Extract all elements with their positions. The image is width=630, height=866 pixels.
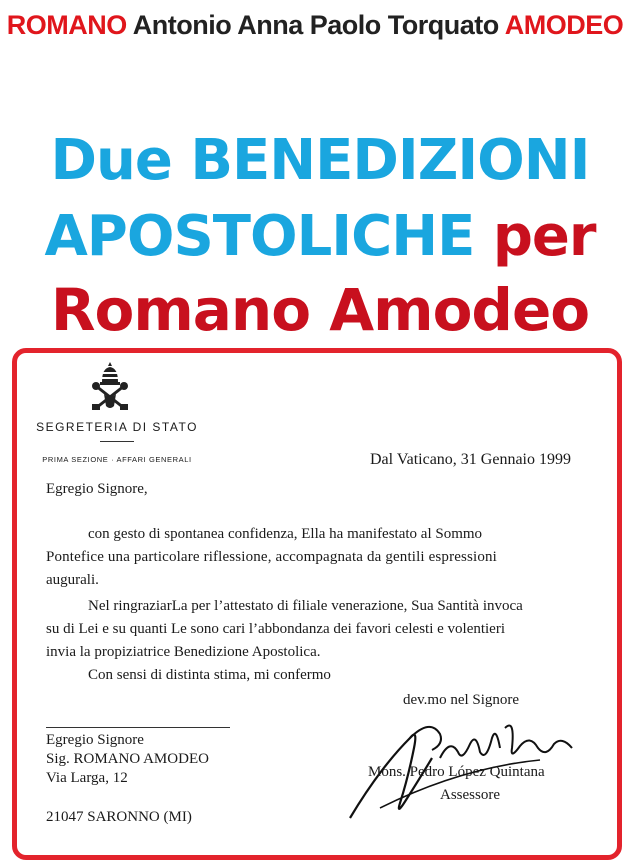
recipient-line1: Egregio Signore [46,732,144,748]
signer-title: Assessore [440,787,500,803]
recipient-line4: 21047 SARONNO (MI) [46,809,192,825]
title-word-benedizioni: BENEDIZIONI [190,128,590,193]
recipient-rule [46,727,230,728]
header-first-name: ROMANO [6,10,127,40]
letter-p1-line3: augurali. [46,572,99,588]
letter-p2-line2: su di Lei e su quanti Le sono cari l’abbondanza dei favori celesti e volentieri [46,621,506,637]
header-name-line [0,10,630,41]
title-word-apostoliche: APOSTOLICHE [44,204,475,269]
recipient-line3: Via Larga, 12 [46,770,128,786]
letterhead-office: SEGRETERIA DI STATO [36,420,198,434]
title-line-2 [10,204,630,269]
letter-closing: Con sensi di distinta stima, mi confermo [88,667,331,683]
title-word-per: per [492,204,596,269]
letter-p2-line3: invia la propiziatrice Benedizione Apostolica. [46,644,321,660]
letter-signoff: dev.mo nel Signore [403,692,520,708]
letter-salutation: Egregio Signore, [46,481,148,497]
letter-p1-line2: Pontefice una particolare riflessione, accompagnata da gentili espressioni [46,549,497,565]
papal-emblem-icon [90,360,130,412]
title-name: Romano Amodeo [50,276,590,344]
letter-p1-line1: con gesto di spontanea confidenza, Ella ha manifestato al Sommo [88,526,483,542]
title-line-3 [10,276,630,344]
signer-name: Mons. Pedro López Quintana [368,764,545,780]
header-last-name: AMODEO [504,10,624,40]
title-word-due: Due [50,128,172,193]
letterhead-section: PRIMA SEZIONE · AFFARI GENERALI [42,455,192,464]
recipient-line2: Sig. ROMANO AMODEO [46,751,209,767]
title-line-1 [10,128,630,193]
letter-p2-line1: Nel ringraziarLa per l’attestato di filiale venerazione, Sua Santità invoca [88,598,523,614]
header-middle-names: Antonio Anna Paolo Torquato [132,10,499,40]
letter-date: Dal Vaticano, 31 Gennaio 1999 [370,451,571,468]
letterhead-divider [100,441,134,442]
